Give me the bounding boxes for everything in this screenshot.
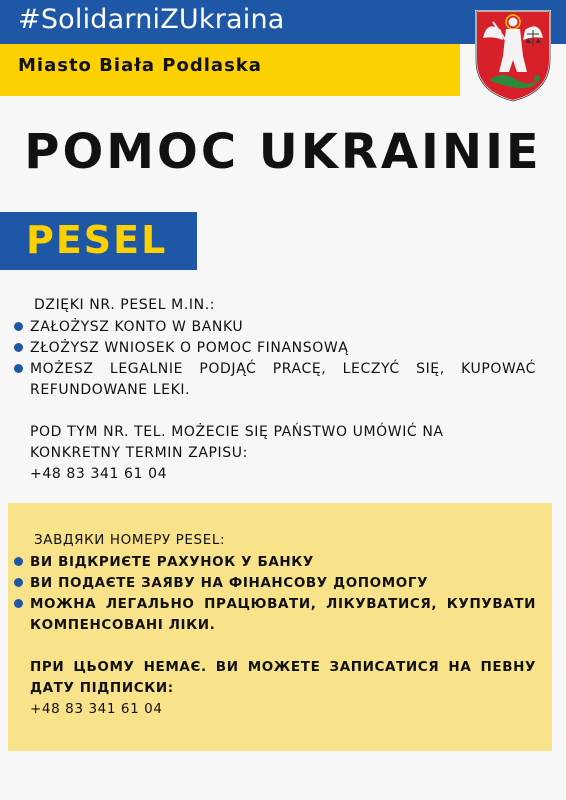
list-item: ZŁOŻYSZ WNIOSEK O POMOC FINANSOWĄ	[14, 338, 536, 359]
list-item: ВИ ВІДКРИЄТЕ РАХУНОК У БАНКУ	[14, 552, 536, 573]
polish-bullet-list	[14, 317, 536, 401]
ukrainian-intro: ЗАВДЯКИ НОМЕРУ PESEL:	[34, 532, 226, 548]
city-name: Miasto Biała Podlaska	[18, 55, 262, 76]
polish-section	[14, 295, 536, 485]
hashtag-text: #SolidarniZUkraina	[18, 4, 285, 35]
pesel-tag-label: PESEL	[26, 218, 168, 262]
list-item: МОЖНА ЛЕГАЛЬНО ПРАЦЮВАТИ, ЛІКУВАТИСЯ, КУПУВАТИ КОМПЕНСОВАНІ ЛІКИ.	[14, 594, 536, 636]
list-item: ВИ ПОДАЄТЕ ЗАЯВУ НА ФІНАНСОВУ ДОПОМОГУ	[14, 573, 536, 594]
ukrainian-section	[14, 530, 536, 720]
page-title: POMOC UKRAINIE	[24, 124, 542, 180]
coat-of-arms-icon	[473, 8, 553, 104]
polish-appointment-text: POD TYM NR. TEL. MOŻECIE SIĘ PAŃSTWO UMÓWIĆ NA KONKRETNY TERMIN ZAPISU:	[30, 424, 444, 461]
ukrainian-appointment-text: ПРИ ЦЬОМУ НЕМАЄ. ВИ МОЖЕТЕ ЗАПИСАТИСЯ НА ПЕВНУ ДАТУ ПІДПИСКИ:	[30, 659, 536, 696]
ukrainian-phone-number: +48 83 341 61 04	[30, 701, 163, 717]
polish-phone-number: +48 83 341 61 04	[30, 466, 168, 482]
polish-intro: DZIĘKI NR. PESEL M.IN.:	[34, 297, 216, 313]
list-item: ZAŁOŻYSZ KONTO W BANKU	[14, 317, 536, 338]
ukrainian-bullet-list	[14, 552, 536, 636]
list-item: MOŻESZ LEGALNIE PODJĄĆ PRACĘ, LECZYĆ SIĘ, KUPOWAĆ REFUNDOWANE LEKI.	[14, 359, 536, 401]
pesel-tag	[0, 212, 197, 270]
